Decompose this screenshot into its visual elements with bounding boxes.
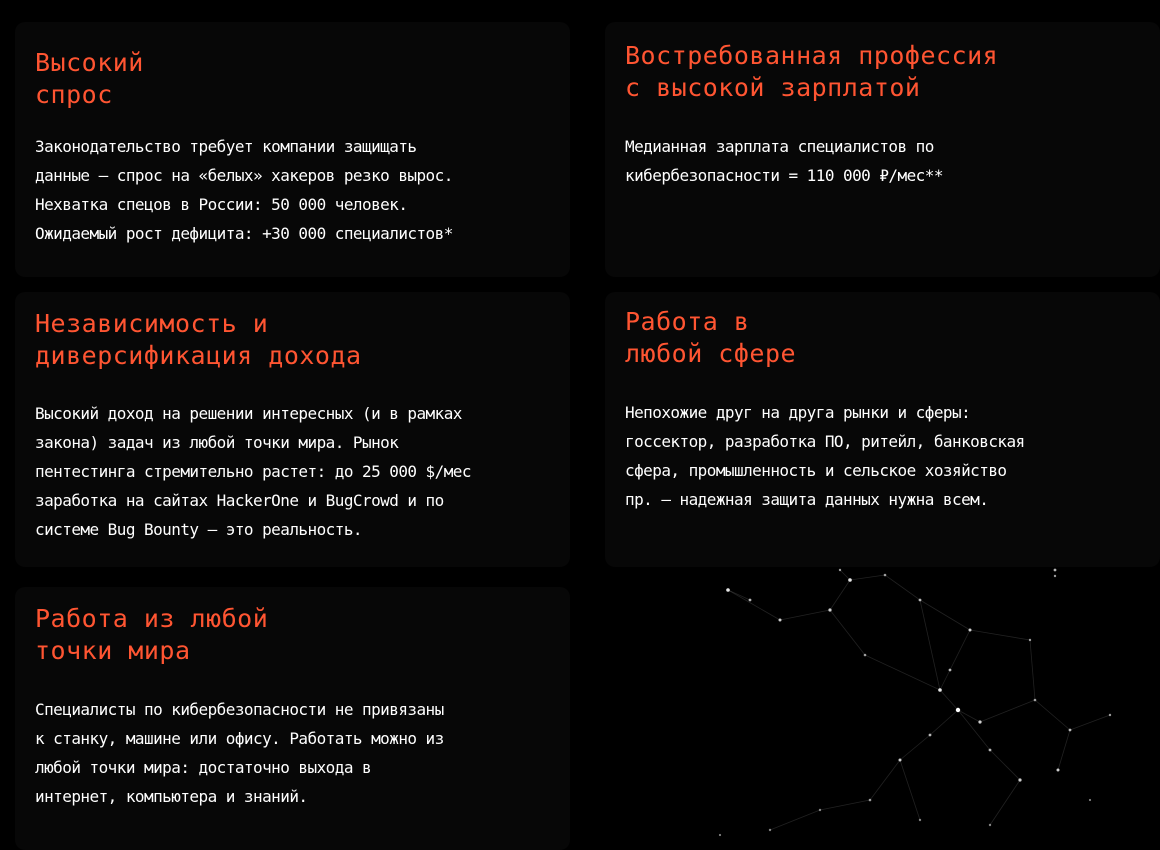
card-title: Работа из любой точки мира [35,604,269,665]
card-high-salary [605,22,1160,277]
card-text: Медианная зарплата специалистов по кибербезопасности = 110 000 ₽/мес** [625,137,943,185]
card-text: Непохожие друг на друга рынки и сферы: госсектор, разработка ПО, ритейл, банковская сфера, промышленность и сельское хозяйство пр. — надежная защита данных нужна всем. [625,403,1025,509]
network-constellation-icon [690,560,1130,850]
card-title: Независимость и диверсификация дохода [35,309,362,370]
card-title: Высокий спрос [35,48,144,109]
card-any-sphere [605,292,1160,567]
card-independence [15,292,570,567]
card-title: Работа в любой сфере [625,307,797,368]
card-text: Законодательство требует компании защищать данные — спрос на «белых» хакеров резко вырос. Нехватка спецов в России: 50 000 человек. Ожидаемый рост дефицита: +30 000 специалистов* [35,137,453,243]
card-work-anywhere [15,587,570,850]
card-text: Высокий доход на решении интересных (и в рамках закона) задач из любой точки мира. Рынок пентестинга стремительно растет: до 25 000 $/мес заработка на сайтах HackerOne и BugCrowd и по системе Bug Bounty — это реальность. [35,404,471,539]
card-high-demand [15,22,570,277]
card-text: Специалисты по кибербезопасности не привязаны к станку, машине или офису. Работать можно из любой точки мира: достаточно выхода в интернет, компьютера и знаний. [35,700,444,806]
card-title: Востребованная профессия с высокой зарплатой [625,41,999,102]
